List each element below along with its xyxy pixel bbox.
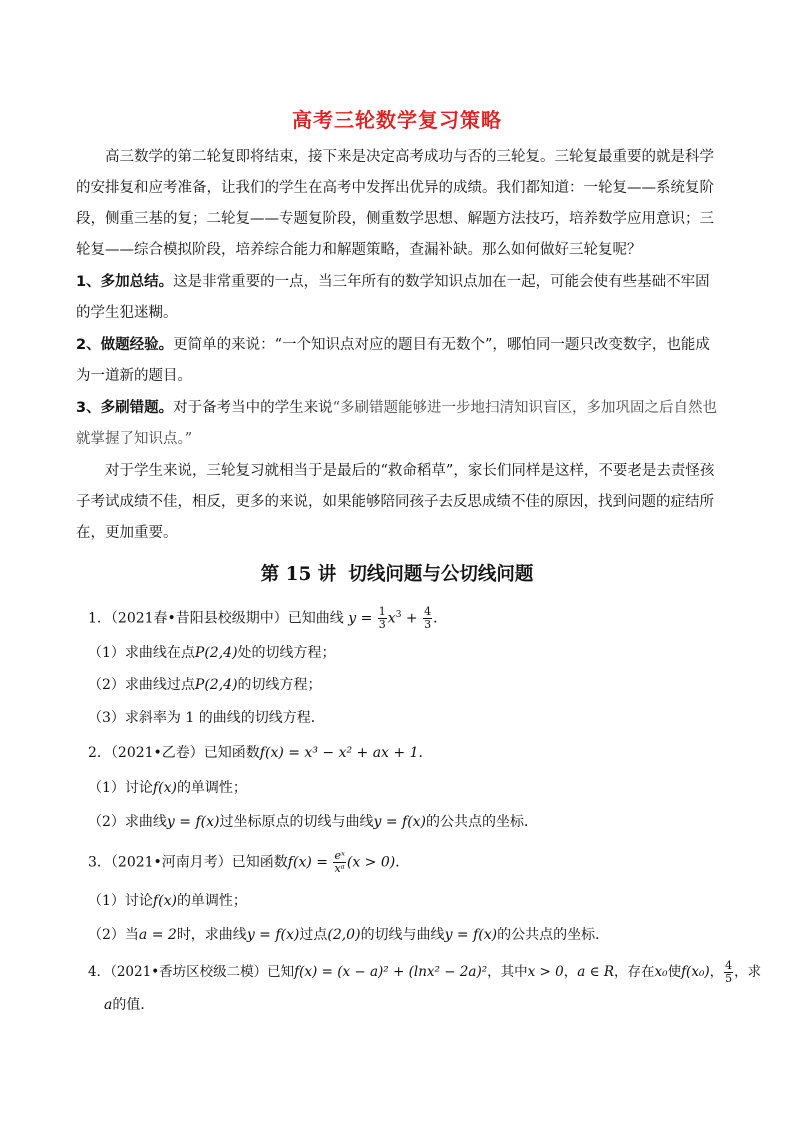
point-2-heading: 2、做题经验。 xyxy=(76,337,174,353)
fraction-ex-over-xa: $\frac{\text{eˣ}}{\text{xᵃ}}$ xyxy=(334,849,345,875)
point-3-heading: 3、多刷错题。 xyxy=(76,400,174,416)
question-1-part-3: （3）求斜率为 1 的曲线的切线方程． xyxy=(88,710,325,726)
point-2 xyxy=(76,330,722,392)
point-3-body: 对于备考当中的学生来说 xyxy=(173,400,333,416)
point-1-body: 这是非常重要的一点，当三年所有的数学知识点加在一起，可能会使有些基础不牢固的学生犯迷糊。 xyxy=(76,274,710,321)
point-1-heading: 1、多加总结。 xyxy=(76,274,174,290)
point-2-body: 更简单的来说：“一个知识点对应的题目有无数个”，哪怕同一题只改变数字，也能成为一道新的题目。 xyxy=(76,337,710,384)
point-3-quote: “多刷错题能够进一步地扫清知识盲区，多加巩固之后自然也就掌握了知识点。” xyxy=(76,400,718,447)
question-2-part-2: （2）求曲线y = f(x)过坐标原点的切线与曲线y = f(x)的公共点的坐标． xyxy=(88,814,539,830)
question-4-line-2: a的值． xyxy=(104,997,155,1013)
question-2: 2．（2021•乙卷）已知函数f(x) = x³ − x² + ax + 1． xyxy=(88,745,433,761)
question-3-part-1: （1）讨论f(x)的单调性； xyxy=(88,893,247,909)
fraction-one-third: $\frac{1}{3}$ xyxy=(378,605,386,632)
question-3: 3．（2021•河南月考）已知函数f(x) = $\frac{\text{eˣ}}{\text{xᵃ}}$ (x > 0)． xyxy=(88,849,410,875)
question-2-part-1: （1）讨论f(x)的单调性； xyxy=(88,780,247,796)
intro-paragraph: 高三数学的第二轮复即将结束，接下来是决定高考成功与否的三轮复。三轮复最重要的就是科学的安排复和应考准备，让我们的学生在高考中发挥出优异的成绩。我们都知道：一轮复——系统复阶段，侧重三基的复；二轮复——专题复阶段，侧重数学思想、解题方法技巧，培养数学应用意识；三轮复——综合模拟阶段，培养综合能力和解题策略，查漏补缺。那么如何做好三轮复呢？ xyxy=(76,149,714,258)
lecture-heading xyxy=(0,560,794,586)
point-1 xyxy=(76,267,722,329)
math-y-eq: y = xyxy=(348,610,373,627)
question-1-part-2: （2）求曲线过点P(2,4)的切线方程； xyxy=(88,677,322,693)
question-4: 4．（2021•香坊区校级二模）已知f(x) = (x − a)² + (lnx² − 2a)²，其中x > 0，a ∈ R，存在x₀使f(x₀)， $\frac{4}{5}$ ，求 xyxy=(88,959,762,985)
lecture-number: 第 15 讲 xyxy=(260,564,337,585)
page-title: 高考三轮数学复习策略 xyxy=(292,108,502,132)
conclusion-paragraph: 对于学生来说，三轮复习就相当于是最后的“救命稻草”，家长们同样是这样，不要老是去责怪孩子考试成绩不佳，相反，更多的来说，如果能够陪同孩子去反思成绩不佳的原因，找到问题的症结所在，更加重要。 xyxy=(76,463,715,541)
question-1-part-1: （1）求曲线在点P(2,4)处的切线方程； xyxy=(88,645,336,661)
lecture-name: 切线问题与公切线问题 xyxy=(348,564,534,585)
question-3-part-2: （2）当a = 2时，求曲线y = f(x)过点(2,0)的切线与曲线y = f(x)的公共点的坐标． xyxy=(88,927,610,943)
question-1: 1．（2021春•昔阳县校级期中）已知曲线 y = $\frac{1}{3}$ $x^3$ + $\frac{4}{3}$ ． xyxy=(88,605,448,632)
fraction-four-fifths: $\frac{4}{5}$ xyxy=(725,959,733,985)
fraction-four-thirds: $\frac{4}{3}$ xyxy=(424,605,432,632)
point-3 xyxy=(76,393,722,455)
question-1-stem: 1．（2021春•昔阳县校级期中）已知曲线 xyxy=(88,610,344,627)
